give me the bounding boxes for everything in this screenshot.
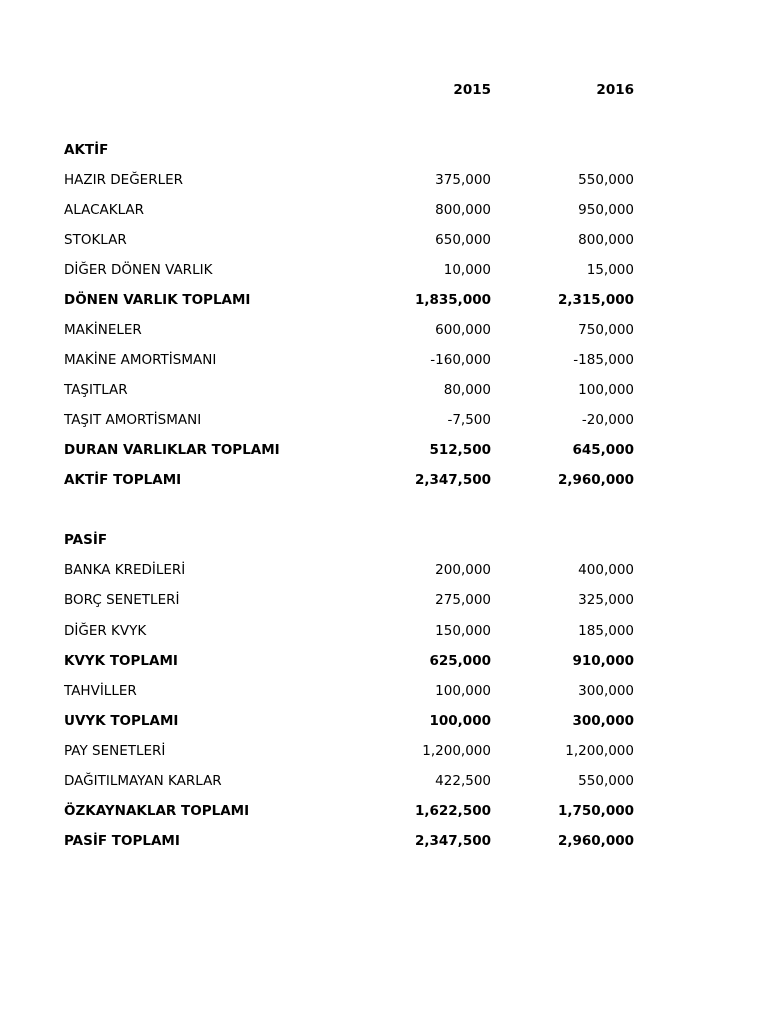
- table-row: [64, 380, 634, 400]
- row-value-2015: 80,000: [443, 382, 491, 398]
- pasif-heading-row: [64, 530, 634, 550]
- pasif-heading: PASİF: [64, 532, 108, 548]
- row-label: DİĞER DÖNEN VARLIK: [64, 262, 213, 278]
- row-value-2015: 2,347,500: [414, 472, 491, 488]
- table-row: [64, 200, 634, 220]
- row-value-2016: 1,750,000: [557, 803, 634, 819]
- subtotal-row: [64, 651, 634, 671]
- row-value-2016: 185,000: [578, 623, 634, 639]
- table-row: [64, 771, 634, 791]
- row-value-2015: 512,500: [429, 442, 491, 458]
- row-value-2015: 10,000: [443, 262, 491, 278]
- row-label: DİĞER KVYK: [64, 623, 147, 639]
- row-value-2016: 950,000: [578, 202, 634, 218]
- row-value-2015: 1,835,000: [414, 292, 491, 308]
- row-value-2015: 150,000: [435, 623, 491, 639]
- row-value-2016: 300,000: [578, 683, 634, 699]
- row-value-2015: 1,200,000: [422, 743, 491, 759]
- row-value-2015: 422,500: [435, 773, 491, 789]
- table-row: [64, 621, 634, 641]
- table-row: [64, 410, 634, 430]
- table-row: [64, 350, 634, 370]
- row-label: KVYK TOPLAMI: [64, 653, 178, 669]
- row-value-2016: -20,000: [581, 412, 634, 428]
- subtotal-row: [64, 711, 634, 731]
- row-value-2016: 750,000: [578, 322, 634, 338]
- row-value-2016: 800,000: [578, 232, 634, 248]
- subtotal-row: [64, 801, 634, 821]
- aktif-heading: AKTİF: [64, 142, 109, 158]
- row-value-2015: 375,000: [435, 172, 491, 188]
- row-value-2016: 2,960,000: [557, 833, 634, 849]
- aktif-heading-row: [64, 140, 634, 160]
- row-value-2015: 650,000: [435, 232, 491, 248]
- total-row: [64, 470, 634, 490]
- year-header-row: [64, 80, 634, 100]
- row-value-2015: 200,000: [435, 562, 491, 578]
- row-value-2015: 100,000: [429, 713, 491, 729]
- row-label: HAZIR DEĞERLER: [64, 172, 184, 188]
- row-value-2016: 300,000: [572, 713, 634, 729]
- table-row: [64, 590, 634, 610]
- row-label: AKTİF TOPLAMI: [64, 472, 182, 488]
- table-row: [64, 230, 634, 250]
- row-label: UVYK TOPLAMI: [64, 713, 179, 729]
- row-value-2016: -185,000: [573, 352, 634, 368]
- table-row: [64, 170, 634, 190]
- row-label: DAĞITILMAYAN KARLAR: [64, 773, 222, 789]
- row-value-2016: 2,315,000: [557, 292, 634, 308]
- row-value-2015: 2,347,500: [414, 833, 491, 849]
- year-2016-header: 2016: [596, 82, 634, 98]
- table-row: [64, 741, 634, 761]
- row-value-2016: 550,000: [578, 773, 634, 789]
- row-value-2016: 100,000: [578, 382, 634, 398]
- row-label: ÖZKAYNAKLAR TOPLAMI: [64, 803, 250, 819]
- row-value-2015: -7,500: [447, 412, 491, 428]
- row-value-2016: 645,000: [572, 442, 634, 458]
- row-label: TAŞITLAR: [64, 382, 128, 398]
- subtotal-row: [64, 290, 634, 310]
- row-label: MAKİNE AMORTİSMANI: [64, 352, 217, 368]
- row-label: PASİF TOPLAMI: [64, 833, 180, 849]
- row-value-2015: -160,000: [430, 352, 491, 368]
- row-value-2016: 550,000: [578, 172, 634, 188]
- row-value-2016: 910,000: [572, 653, 634, 669]
- row-value-2015: 1,622,500: [414, 803, 491, 819]
- year-2015-header: 2015: [453, 82, 491, 98]
- row-value-2015: 100,000: [435, 683, 491, 699]
- row-value-2016: 400,000: [578, 562, 634, 578]
- row-label: STOKLAR: [64, 232, 127, 248]
- table-row: [64, 260, 634, 280]
- total-row: [64, 831, 634, 851]
- row-value-2015: 800,000: [435, 202, 491, 218]
- row-label: DÖNEN VARLIK TOPLAMI: [64, 292, 251, 308]
- row-value-2016: 2,960,000: [557, 472, 634, 488]
- row-label: TAHVİLLER: [64, 683, 137, 699]
- row-label: TAŞIT AMORTİSMANI: [64, 412, 202, 428]
- row-value-2016: 325,000: [578, 592, 634, 608]
- row-value-2015: 275,000: [435, 592, 491, 608]
- row-label: PAY SENETLERİ: [64, 743, 166, 759]
- row-label: BORÇ SENETLERİ: [64, 592, 180, 608]
- subtotal-row: [64, 440, 634, 460]
- row-value-2016: 1,200,000: [565, 743, 634, 759]
- table-row: [64, 320, 634, 340]
- row-label: BANKA KREDİLERİ: [64, 562, 186, 578]
- row-label: DURAN VARLIKLAR TOPLAMI: [64, 442, 280, 458]
- row-label: ALACAKLAR: [64, 202, 145, 218]
- row-value-2015: 600,000: [435, 322, 491, 338]
- row-label: MAKİNELER: [64, 322, 142, 338]
- table-row: [64, 681, 634, 701]
- table-row: [64, 560, 634, 580]
- row-value-2015: 625,000: [429, 653, 491, 669]
- row-value-2016: 15,000: [586, 262, 634, 278]
